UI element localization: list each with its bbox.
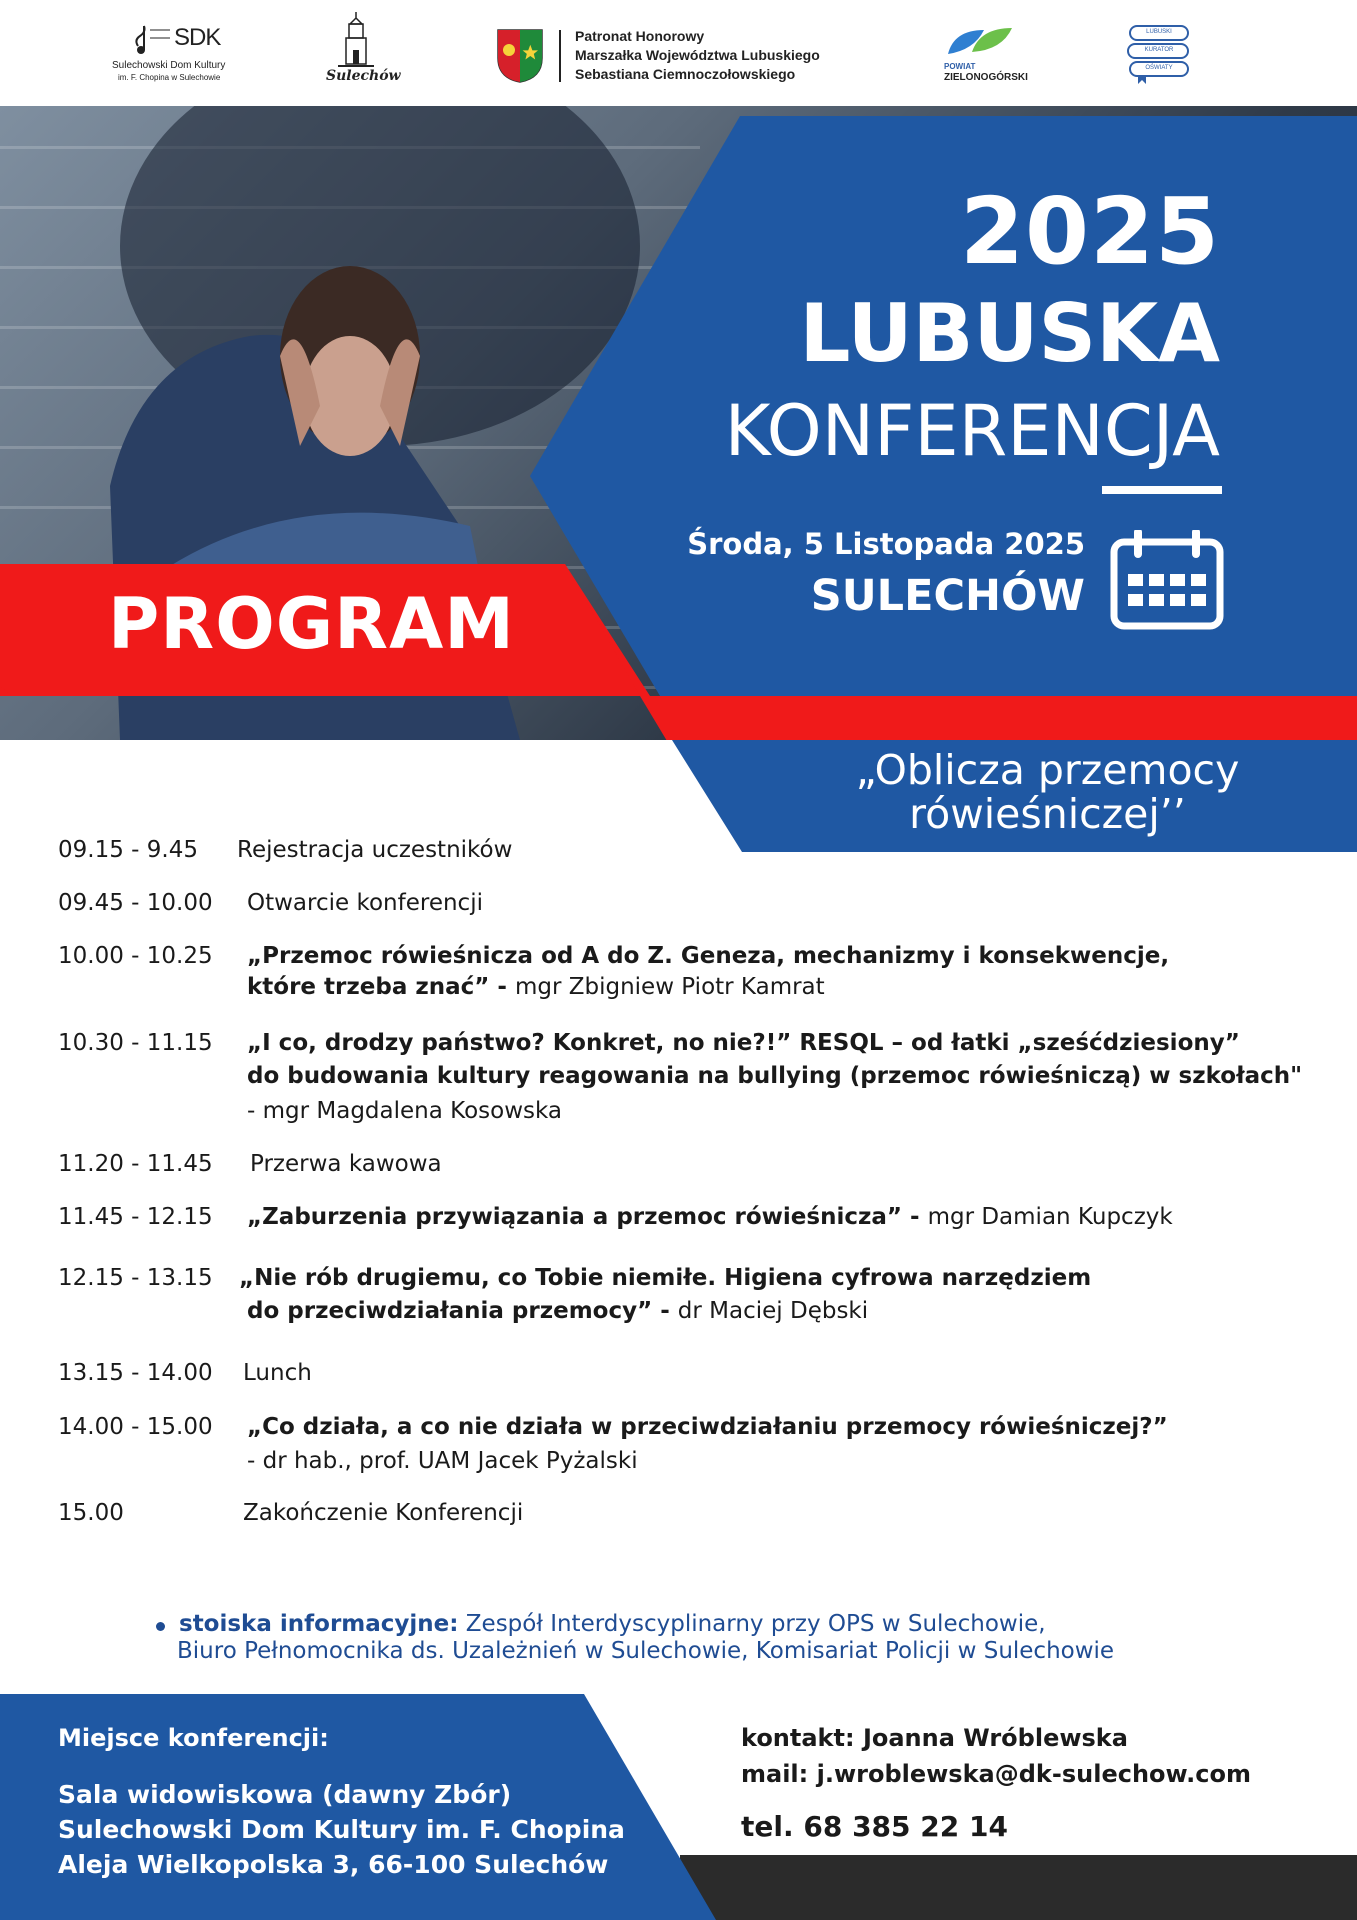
kurator-line2: KURATOR bbox=[1144, 47, 1174, 53]
patronat-line3: Sebastiana Ciemnoczołowskiego bbox=[575, 66, 796, 82]
schedule-time: 14.00 - 15.00 bbox=[58, 1414, 213, 1440]
contact-mail[interactable]: mail: j.wroblewska@dk-sulechow.com bbox=[741, 1760, 1251, 1788]
schedule-time: 09.45 - 10.00 bbox=[58, 890, 213, 916]
sdk-logo bbox=[110, 14, 240, 84]
subtitle-line1: „Oblicza przemocy bbox=[855, 746, 1240, 794]
patronat-line1: Patronat Honorowy bbox=[575, 28, 705, 44]
schedule-time: 10.00 - 10.25 bbox=[58, 943, 213, 969]
schedule-title: „Co działa, a co nie działa w przeciwdziałaniu przemocy rówieśniczej?” bbox=[247, 1414, 1168, 1440]
contact-person: kontakt: Joanna Wróblewska bbox=[741, 1724, 1128, 1752]
schedule-title: „Zaburzenia przywiązania a przemoc rówieśnicza” - bbox=[247, 1204, 928, 1230]
schedule-time: 11.20 - 11.45 bbox=[58, 1151, 213, 1177]
sdk-logo-text: SDK bbox=[174, 24, 221, 51]
info-line1: Zespół Interdyscyplinarny przy OPS w Sulechowie, bbox=[465, 1611, 1046, 1637]
venue-label: Miejsce konferencji: bbox=[58, 1724, 329, 1752]
schedule-text: Przerwa kawowa bbox=[250, 1151, 442, 1177]
schedule-time: 12.15 - 13.15 bbox=[58, 1265, 213, 1291]
patronat-logo bbox=[496, 26, 856, 86]
schedule-text: Otwarcie konferencji bbox=[247, 890, 483, 916]
conference-title-line1: LUBUSKA bbox=[799, 287, 1220, 380]
venue-line2: Sulechowski Dom Kultury im. F. Chopina bbox=[58, 1815, 625, 1844]
tower-icon bbox=[336, 10, 376, 68]
schedule-time: 11.45 - 12.15 bbox=[58, 1204, 213, 1230]
conference-year: 2025 bbox=[959, 178, 1220, 285]
conference-title-line2: KONFERENCJA bbox=[724, 390, 1220, 472]
leaf-icon bbox=[944, 24, 1016, 60]
info-line2: Biuro Pełnomocnika ds. Uzależnień w Sulechowie, Komisariat Policji w Sulechowie bbox=[177, 1638, 1115, 1664]
patronat-divider bbox=[559, 30, 561, 82]
powiat-logo bbox=[942, 24, 1032, 84]
bullet-icon bbox=[156, 1622, 165, 1631]
schedule-title: „Przemoc rówieśnicza od A do Z. Geneza, mechanizmy i konsekwencje, bbox=[247, 943, 1170, 969]
schedule-title: do budowania kultury reagowania na bullying (przemoc rówieśniczą) w szkołach" bbox=[247, 1063, 1303, 1089]
schedule-speaker: - dr hab., prof. UAM Jacek Pyżalski bbox=[247, 1448, 638, 1474]
schedule-title: do przeciwdziałania przemocy” - bbox=[247, 1298, 678, 1324]
title-underline bbox=[1102, 486, 1222, 494]
program-label: PROGRAM bbox=[108, 583, 515, 665]
powiat-line1: POWIAT bbox=[944, 62, 976, 71]
sdk-name-line2: im. F. Chopina w Sulechowie bbox=[118, 73, 221, 82]
sulechow-logo-text: Sulechów bbox=[326, 68, 401, 84]
logo-bar bbox=[0, 0, 1357, 106]
schedule-text: Rejestracja uczestników bbox=[237, 837, 513, 863]
coat-of-arms-icon bbox=[496, 28, 544, 84]
event-date: Środa, 5 Listopada 2025 bbox=[687, 527, 1085, 561]
schedule-time: 10.30 - 11.15 bbox=[58, 1030, 213, 1056]
schedule-speaker: - mgr Magdalena Kosowska bbox=[247, 1098, 563, 1124]
kurator-line1: LUBUSKI bbox=[1146, 29, 1172, 35]
schedule-title: „I co, drodzy państwo? Konkret, no nie?!” RESQL – od łatki „sześćdziesiony” bbox=[247, 1030, 1240, 1056]
schedule-title: „Nie rób drugiemu, co Tobie niemiłe. Higiena cyfrowa narzędziem bbox=[239, 1265, 1092, 1291]
conference-subtitle bbox=[830, 748, 1265, 836]
info-label: stoiska informacyjne: bbox=[179, 1611, 459, 1637]
subtitle-line2: rówieśniczej’’ bbox=[909, 790, 1186, 838]
contact-phone[interactable]: tel. 68 385 22 14 bbox=[741, 1810, 1008, 1843]
calendar-icon bbox=[1110, 530, 1224, 630]
schedule-speaker: dr Maciej Dębski bbox=[677, 1298, 869, 1324]
music-note-icon bbox=[132, 16, 172, 56]
venue-line3: Aleja Wielkopolska 3, 66-100 Sulechów bbox=[58, 1850, 609, 1879]
powiat-line2: ZIELONOGÓRSKI bbox=[944, 72, 1028, 83]
schedule-title: które trzeba znać” - bbox=[247, 974, 515, 1000]
sdk-name-line1: Sulechowski Dom Kultury bbox=[112, 60, 226, 71]
schedule-speaker: mgr Damian Kupczyk bbox=[927, 1204, 1173, 1230]
schedule-time: 09.15 - 9.45 bbox=[58, 837, 198, 863]
schedule-time: 15.00 bbox=[58, 1500, 124, 1526]
kurator-logo bbox=[1124, 22, 1194, 86]
schedule-time: 13.15 - 14.00 bbox=[58, 1360, 213, 1386]
patronat-line2: Marszałka Województwa Lubuskiego bbox=[575, 47, 820, 63]
venue-line1: Sala widowiskowa (dawny Zbór) bbox=[58, 1780, 512, 1809]
footer-dark-strip bbox=[680, 1855, 1357, 1920]
schedule-speaker: mgr Zbigniew Piotr Kamrat bbox=[514, 974, 825, 1000]
sulechow-logo bbox=[326, 10, 401, 90]
kurator-line3: OŚWIATY bbox=[1145, 65, 1173, 71]
schedule-text: Lunch bbox=[243, 1360, 312, 1386]
schedule-text: Zakończenie Konferencji bbox=[243, 1500, 524, 1526]
event-city: SULECHÓW bbox=[810, 571, 1085, 621]
